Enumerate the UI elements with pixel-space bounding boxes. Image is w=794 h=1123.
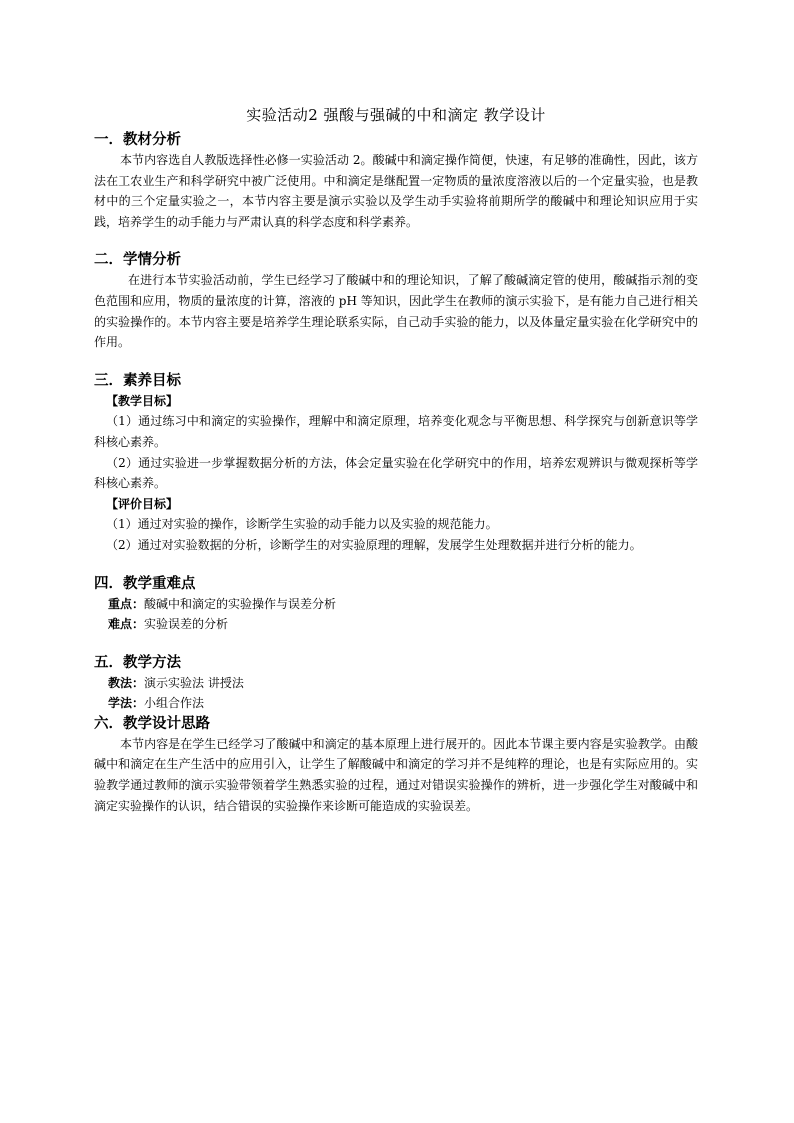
teaching-method-label: 教法：: [108, 675, 145, 690]
section-design-ideas: [94, 714, 698, 816]
difficult-point-label: 难点：: [108, 617, 145, 632]
section-heading: 三．素养目标: [94, 371, 181, 389]
teaching-goals-label: 【教学目标】: [106, 393, 179, 408]
section-student-analysis: [94, 250, 698, 352]
section-paragraph: 本节内容是在学生已经学习了酸碱中和滴定的基本原理上进行展开的。因此本节课主要内容是实验教学。由酸碱中和滴定在生产生活中的应用引入，让学生了解酸碱中和滴定的学习并不是纯粹的理论，也是有实际应用的。实验教学通过教师的演示实验带领着学生熟悉实验的过程，通过对错误实验操作的辨析，进一步强化学生对酸碱中和滴定实验操作的认识，结合错误的实验操作来诊断可能造成的实验误差。: [94, 736, 698, 813]
section-heading: 一．教材分析: [94, 131, 181, 148]
goal-item: （2）通过对实验数据的分析，诊断学生的对实验原理的理解，发展学生处理数据并进行分析的能力。: [106, 537, 642, 552]
section-paragraph: 在进行本节实验活动前，学生已经学习了酸碱中和的理论知识，了解了酸碱滴定管的使用，酸碱指示剂的变色范围和应用，物质的量浓度的计算，溶液的 pH 等知识，因此学生在教师的演示实验下，是有能力自己进行相关的实验操作的。本节内容主要是培养学生理论联系实际，自己动手实验的能力，以及体量定量实验在化学研究中的作用。: [94, 273, 698, 350]
difficult-point-value: 实验误差的分析: [144, 617, 229, 632]
goal-item: （1）通过练习中和滴定的实验操作，理解中和滴定原理，培养变化观念与平衡思想、科学探究与创新意识等学科核心素养。: [94, 414, 698, 449]
key-point-value: 酸碱中和滴定的实验操作与误差分析: [144, 596, 337, 611]
evaluation-goals-label: 【评价目标】: [106, 496, 179, 511]
learning-method-value: 小组合作法: [144, 696, 205, 711]
section-heading: 五．教学方法: [94, 653, 181, 671]
document-body: [94, 104, 698, 816]
section-literacy-goals: [94, 371, 698, 556]
learning-method-row: [94, 693, 698, 714]
section-heading: 六．教学设计思路: [94, 714, 210, 732]
key-point-row: [94, 594, 698, 615]
learning-method-label: 学法：: [108, 696, 145, 711]
section-teaching-methods: [94, 653, 698, 714]
document-title: 实验活动2 强酸与强碱的中和滴定 教学设计: [246, 106, 546, 124]
teaching-method-row: [94, 673, 698, 694]
difficult-point-row: [94, 614, 698, 635]
section-heading: 二．学情分析: [94, 251, 181, 269]
goal-item: （1）通过对实验的操作，诊断学生实验的动手能力以及实验的规范能力。: [106, 517, 498, 532]
goal-item: （2）通过实验进一步掌握数据分析的方法，体会定量实验在化学研究中的作用，培养宏观辨识与微观探析等学科核心素养。: [94, 455, 698, 491]
section-heading: 四．教学重难点: [94, 574, 196, 592]
section-paragraph: 本节内容选自人教版选择性必修一实验活动 2。酸碱中和滴定操作简便，快速，有足够的准确性，因此，该方法在工农业生产和科学研究中被广泛使用。中和滴定是继配置一定物质的量浓度溶液以后的一个定量实验，也是教材中的三个定量实验之一，本节内容主要是演示实验以及学生动手实验将前期所学的酸碱中和理论知识应用于实践，培养学生的动手能力与严肃认真的科学态度和科学素养。: [94, 153, 698, 229]
section-textbook-analysis: [94, 130, 698, 232]
teaching-method-value: 演示实验法 讲授法: [144, 675, 244, 690]
key-point-label: 重点：: [108, 596, 145, 611]
section-key-difficult-points: [94, 574, 698, 635]
